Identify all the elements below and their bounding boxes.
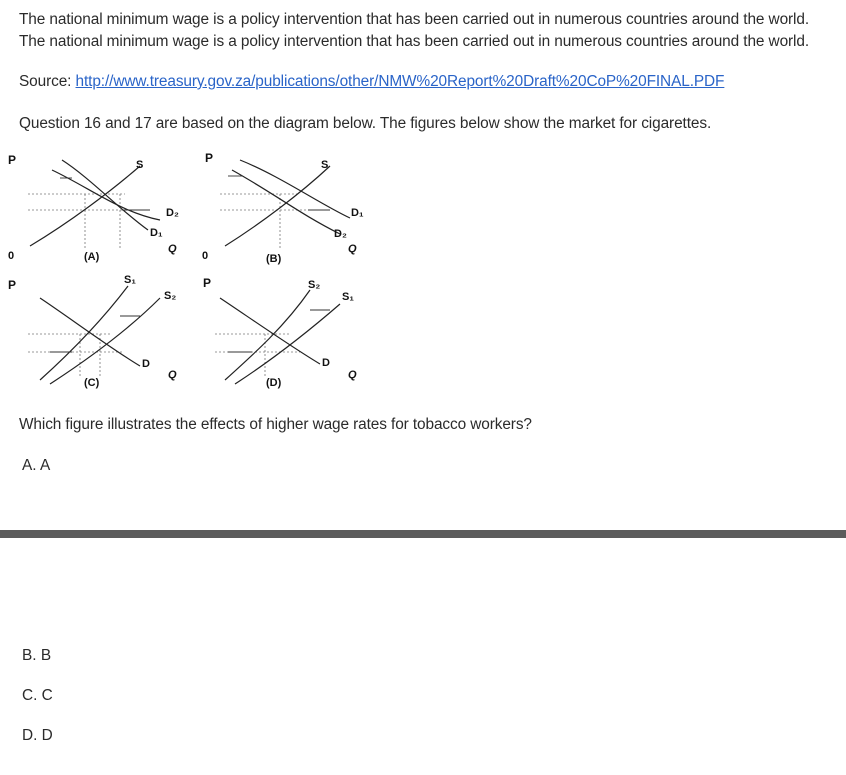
panel-b-p-label: P xyxy=(205,151,214,165)
panel-d-caption: (D) xyxy=(266,377,282,389)
panel-c-supply-s2 xyxy=(50,298,160,384)
panel-c-curve-label: S₁ xyxy=(124,274,136,286)
panel-c-caption: (C) xyxy=(84,377,100,389)
panel-d-curve-label: D xyxy=(322,357,330,369)
cigarette-market-diagram xyxy=(0,148,380,398)
panel-d-q-label: Q xyxy=(348,369,357,381)
question-heading: Question 16 and 17 are based on the diagram below. The figures below show the market for cigarettes. xyxy=(19,115,712,132)
panel-b-caption: (B) xyxy=(266,253,282,265)
panel-c-curve-label: S₂ xyxy=(164,290,177,302)
option-c[interactable]: C. C xyxy=(22,687,53,704)
panel-b-demand-d1 xyxy=(240,160,350,218)
panel-d-supply-s2 xyxy=(225,290,310,380)
panel-b-curve-label: D₁ xyxy=(351,207,364,219)
panel-b-q-label: Q xyxy=(348,243,357,255)
option-b[interactable]: B. B xyxy=(22,647,52,664)
panel-b-demand-d2 xyxy=(232,170,340,234)
panel-c-demand xyxy=(40,298,140,366)
panel-b-origin: 0 xyxy=(202,250,209,262)
option-a[interactable]: A. A xyxy=(22,457,51,474)
panel-d-demand xyxy=(220,298,320,364)
panel-a-q-label: Q xyxy=(168,243,177,255)
panel-c-p-label: P xyxy=(8,278,17,292)
panel-d-curve-label: S₁ xyxy=(342,291,354,303)
panel-c-supply-s1 xyxy=(40,286,128,380)
panel-a-curve-label: D₁ xyxy=(150,227,163,239)
intro-paragraph: The national minimum wage is a policy intervention that has been carried out in numerous countries around the world. The national minimum wage is a policy intervention that has been carried out in numerous countries around the world. xyxy=(19,11,810,50)
section-divider xyxy=(0,530,846,538)
panel-a-caption: (A) xyxy=(84,251,100,263)
panel-b-curve-label: D₂ xyxy=(334,228,347,240)
question-stem: Which figure illustrates the effects of higher wage rates for tobacco workers? xyxy=(19,416,532,433)
panel-c-q-label: Q xyxy=(168,369,177,381)
panel-d xyxy=(203,276,357,389)
source-link[interactable]: http://www.treasury.gov.za/publications/other/NMW%20Report%20Draft%20CoP%20FINAL.PDF xyxy=(75,73,725,90)
panel-d-curve-label: S₂ xyxy=(308,279,321,291)
source-line xyxy=(19,71,724,93)
panel-a-curve-label: S xyxy=(136,159,144,171)
panel-b xyxy=(202,151,364,265)
panel-a-curve-label: D₂ xyxy=(166,207,179,219)
source-label: Source: xyxy=(19,73,76,90)
option-d[interactable]: D. D xyxy=(22,727,53,744)
panel-a-origin: 0 xyxy=(8,250,15,262)
panel-c xyxy=(8,274,177,389)
panel-a-p-label: P xyxy=(8,153,17,167)
panel-d-p-label: P xyxy=(203,276,212,290)
panel-c-curve-label: D xyxy=(142,358,150,370)
panel-a xyxy=(8,153,179,263)
panel-b-curve-label: S xyxy=(321,159,329,171)
